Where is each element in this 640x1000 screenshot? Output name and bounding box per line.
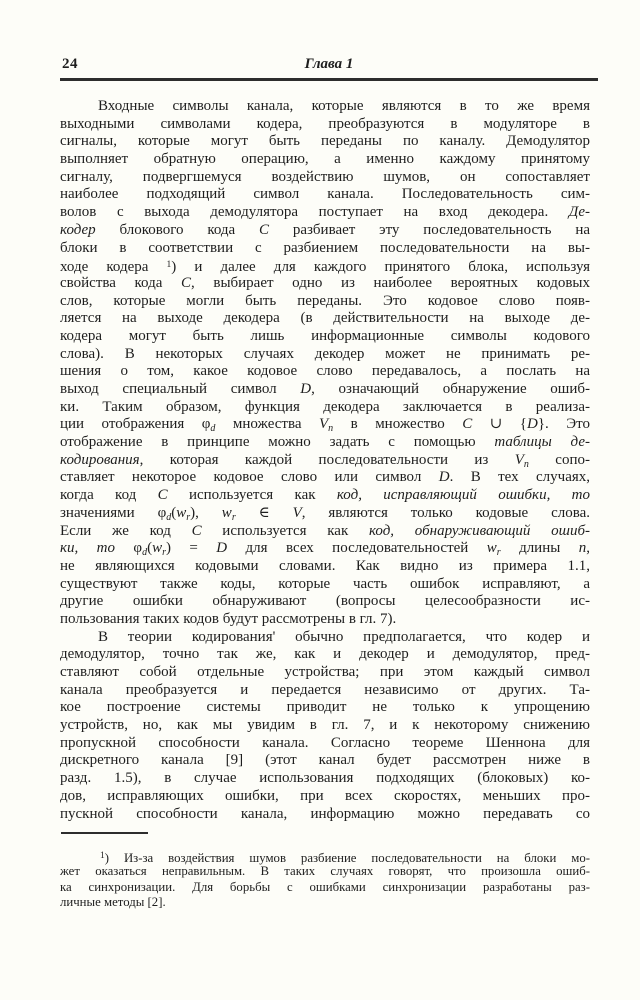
text-line: слов, которые могли быть переданы. Это кодовое слово появ-	[60, 292, 590, 309]
text-line: отображение в принципе можно задать с помощью таблицы де-	[60, 434, 590, 451]
text-line: пропускной способности канала. Согласно теореме Шеннона для	[60, 734, 590, 751]
text-line: ки. Таким образом, функция декодера заключается в реализа-	[60, 398, 590, 415]
text-line: блоки в соответствии с разбиением последовательности на вы-	[60, 239, 590, 256]
text-line: выходными символами кодера, преобразуются в модуляторе в	[60, 115, 590, 132]
text-line: выполняет обратную операцию, а именно каждому принятому	[60, 151, 590, 168]
body-text	[60, 98, 590, 823]
text-line: канала преобразуется и передается независимо от других. Та-	[60, 681, 590, 698]
text-line: выход специальный символ D, означающий обнаружение ошиб-	[60, 381, 590, 397]
text-line: В теории кодирования' обычно предполагается, что кодер и	[98, 628, 590, 645]
text-line: разд. 1.5), в случае использования подходящих (блоковых) ко-	[60, 770, 590, 787]
text-line: другие ошибки обнаруживают (вопросы целесообразности ис-	[60, 593, 590, 610]
text-line: дискретного канала [9] (этот канал будет рассмотрен ниже в	[60, 752, 590, 769]
text-line: ходе кодера $^1$) и далее для каждого принятого блока, используя	[60, 259, 591, 276]
text-line: кодер блокового кода C разбивает эту последовательность на	[60, 221, 590, 238]
text-line: жет оказаться неправильным. В таких случаях говорят, что произошла ошиб-	[60, 864, 590, 879]
text-line: ции отображения $\varphi_d$ множества $V_n$ в множество C ∪ {D}. Это	[60, 416, 590, 435]
text-line: Входные символы канала, которые являются в то же время	[98, 98, 590, 114]
footnote-text	[60, 849, 590, 910]
text-line: личные методы [2].	[60, 894, 166, 909]
header-rule	[60, 78, 598, 81]
text-line: пускной способности канала, информацию можно передавать со	[60, 805, 590, 822]
text-line: шения о том, какое кодовое слово передавалось, а послать на	[60, 363, 590, 380]
text-line: когда код C используется как код, исправляющий ошибки, то	[60, 487, 590, 504]
text-line: ки, то $\varphi_d(w_r) = D$ для всех последовательностей $w_r$ длины n,	[60, 540, 590, 559]
text-line: ка синхронизации. Для борьбы с ошибками синхронизации разработаны раз-	[60, 879, 590, 894]
page-number: 24	[62, 56, 78, 72]
text-line: дов, исправляющих ошибки, при всех скоростях, меньших про-	[60, 787, 590, 804]
text-line: ляется на выходе декодера (в действительности на выходе де-	[60, 310, 590, 327]
footnote-separator	[61, 832, 148, 834]
text-line: ставляют собой отдельные устройства; при этом каждый символ	[60, 664, 590, 680]
text-line: демодулятор, точно так же, как и декодер и демодулятор, пред-	[60, 646, 590, 663]
text-line: волов с выхода демодулятора поступает на вход декодера. Де-	[60, 204, 590, 221]
text-line: наиболее подходящий символ канала. Последовательность сим-	[60, 186, 590, 203]
text-line: сигналы, которые могут быть переданы по каналу. Демодулятор	[60, 133, 590, 150]
text-line: кое построение системы приводит не только к упрощению	[60, 699, 590, 716]
text-line: устройств, но, как мы увидим в гл. 7, и к некоторому снижению	[60, 717, 590, 734]
page-header	[60, 56, 598, 74]
text-line: $^1$) Из-за воздействия шумов разбиение последовательности на блоки мо-	[100, 851, 590, 865]
text-line: сигналу, подвергшемуся воздействию шумов, он сопоставляет	[60, 168, 590, 185]
text-line: кодера могут быть лишь информационные символы кодового	[60, 327, 590, 344]
text-line: ставляет некоторое кодовое слово или символ D. В тех случаях,	[60, 469, 591, 486]
text-line: существуют также коды, которые часть ошибок исправляют, а	[60, 575, 590, 592]
text-line: свойства кода C, выбирает одно из наиболее вероятных кодовых	[60, 274, 590, 291]
text-line: Если же код C используется как код, обнаруживающий ошиб-	[60, 522, 590, 539]
text-line: слова). В некоторых случаях декодер может не принимать ре-	[60, 345, 590, 362]
text-line: не являющихся кодовыми словами. Как видно из примера 1.1,	[60, 557, 590, 574]
text-line: пользования таких кодов будут рассмотрены в гл. 7).	[60, 610, 397, 627]
text-line: кодирования, которая каждой последовательности из $V_n$ сопо-	[60, 451, 590, 470]
text-line: значениями $\varphi_d(w_r)$, $w_r$ ∈ V, являются только кодовые слова.	[60, 504, 591, 523]
chapter-title: Глава 1	[304, 56, 354, 72]
